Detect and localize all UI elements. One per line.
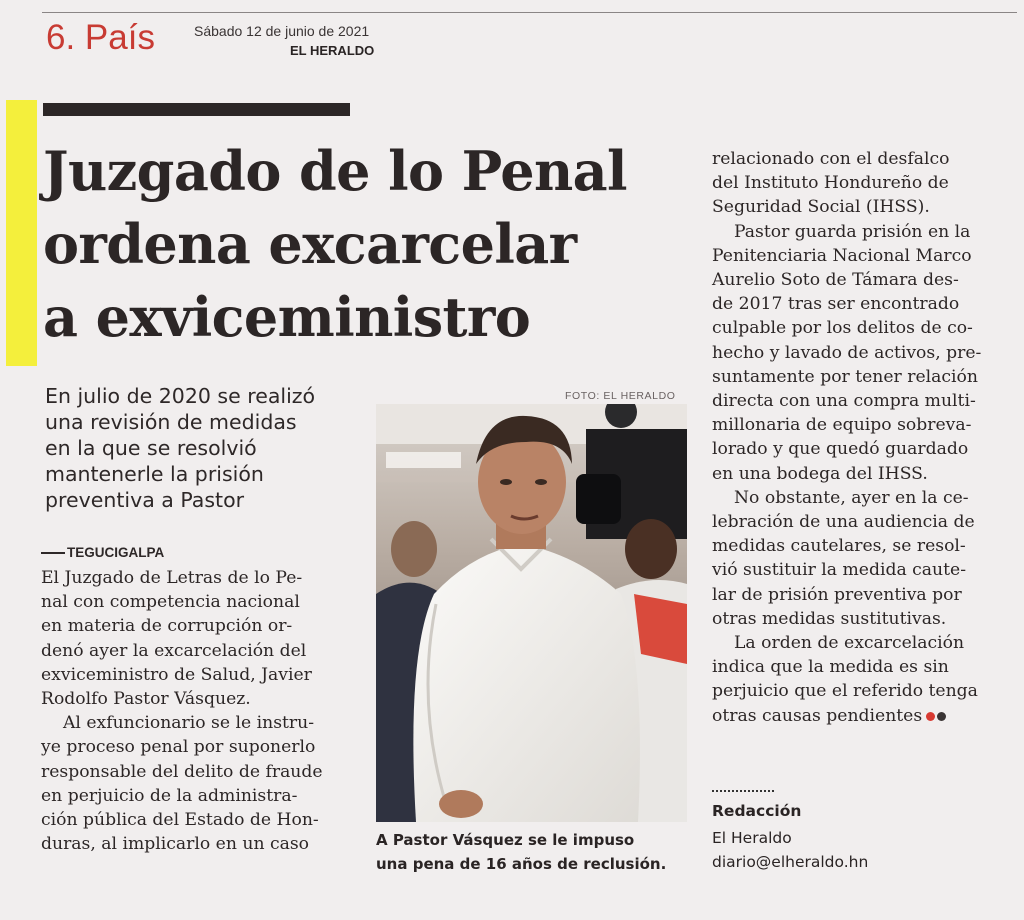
subheadline-line: En julio de 2020 se realizó: [45, 384, 316, 408]
top-rule: [42, 12, 1017, 13]
body-column-1: [41, 566, 356, 856]
body-line: en materia de corrupción or-: [41, 616, 293, 637]
body-line: perjuicio que el referido tenga: [712, 681, 978, 702]
byline-role: Redacción: [712, 802, 802, 820]
body-line: Pastor guarda prisión en la: [734, 221, 971, 242]
body-line: ye proceso penal por suponerlo: [41, 737, 316, 758]
body-line: en perjuicio de la administra-: [41, 785, 298, 806]
body-line: Al exfuncionario se le instru-: [63, 713, 315, 734]
body-line-last: [712, 704, 1017, 728]
body-line: denó ayer la excarcelación del: [41, 640, 307, 661]
body-line: culpable por los delitos de co-: [712, 318, 973, 339]
body-line: lebración de una audiencia de: [712, 512, 975, 533]
body-line: lorado y que quedó guardado: [712, 439, 969, 460]
body-line: Penitenciaria Nacional Marco: [712, 245, 972, 266]
body-line: exviceministro de Salud, Javier: [41, 664, 312, 685]
body-line: medidas cautelares, se resol-: [712, 536, 966, 557]
body-line: ción pública del Estado de Hon-: [41, 810, 319, 831]
body-line: Aurelio Soto de Támara des-: [712, 270, 959, 291]
caption-line-2: una pena de 16 años de reclusión.: [376, 855, 667, 873]
end-mark-dark-dot: [937, 712, 946, 721]
dateline-text: TEGUCIGALPA: [67, 545, 165, 560]
section-label: 6. País: [46, 18, 155, 57]
body-column-3: [712, 147, 1017, 728]
body-line: Seguridad Social (IHSS).: [712, 197, 930, 218]
news-photo: [376, 404, 687, 822]
byline-outlet: El Heraldo: [712, 829, 792, 847]
body-line: suntamente por tener relación: [712, 366, 978, 387]
body-line: La orden de excarcelación: [734, 633, 965, 654]
body-line-text: otras causas pendientes: [712, 705, 923, 726]
body-line: responsable del delito de fraude: [41, 761, 323, 782]
body-line: en una bodega del IHSS.: [712, 463, 928, 484]
subheadline-line: preventiva a Pastor: [45, 488, 245, 512]
headline-bar: [43, 103, 350, 116]
subheadline-line: en la que se resolvió: [45, 436, 257, 460]
subheadline-line: una revisión de medidas: [45, 410, 297, 434]
photo-caption: [376, 828, 696, 876]
byline-email: diario@elheraldo.hn: [712, 853, 869, 871]
subheadline-line: mantenerle la prisión: [45, 462, 264, 486]
newspaper-name: EL HERALDO: [290, 43, 375, 58]
body-line: otras medidas sustitutivas.: [712, 608, 947, 629]
headline-line-3: a exviceministro: [43, 285, 531, 349]
body-line: No obstante, ayer en la ce-: [734, 487, 969, 508]
end-mark-red-dot: [926, 712, 935, 721]
body-line: del Instituto Hondureño de: [712, 173, 949, 194]
body-line: relacionado con el desfalco: [712, 149, 950, 169]
photo-credit: FOTO: EL HERALDO: [565, 390, 676, 402]
headline-line-1: Juzgado de lo Penal: [43, 139, 627, 203]
body-line: nal con competencia nacional: [41, 592, 300, 613]
caption-line-1: A Pastor Vásquez se le impuso: [376, 831, 635, 849]
subheadline: [45, 383, 375, 513]
signature-divider: [712, 790, 774, 792]
body-line: hecho y lavado de activos, pre-: [712, 342, 982, 363]
body-line: directa con una compra multi-: [712, 391, 976, 412]
headline: [43, 135, 703, 354]
body-line: duras, al implicarlo en un caso: [41, 834, 310, 855]
publication-date: Sábado 12 de junio de 2021: [194, 23, 370, 39]
highlighter-mark: [6, 100, 37, 366]
headline-line-2: ordena excarcelar: [43, 212, 577, 276]
body-line: lar de prisión preventiva por: [712, 584, 962, 605]
photo-illustration: [376, 404, 687, 822]
body-line: millonaria de equipo sobreva-: [712, 415, 972, 436]
body-line: indica que la medida es sin: [712, 657, 949, 678]
body-line: Rodolfo Pastor Vásquez.: [41, 689, 251, 710]
dateline-dash: [41, 552, 65, 554]
body-line: de 2017 tras ser encontrado: [712, 294, 960, 315]
body-line: El Juzgado de Letras de lo Pe-: [41, 568, 303, 588]
dateline-location: [41, 545, 164, 560]
body-line: vió sustituir la medida caute-: [712, 560, 967, 581]
